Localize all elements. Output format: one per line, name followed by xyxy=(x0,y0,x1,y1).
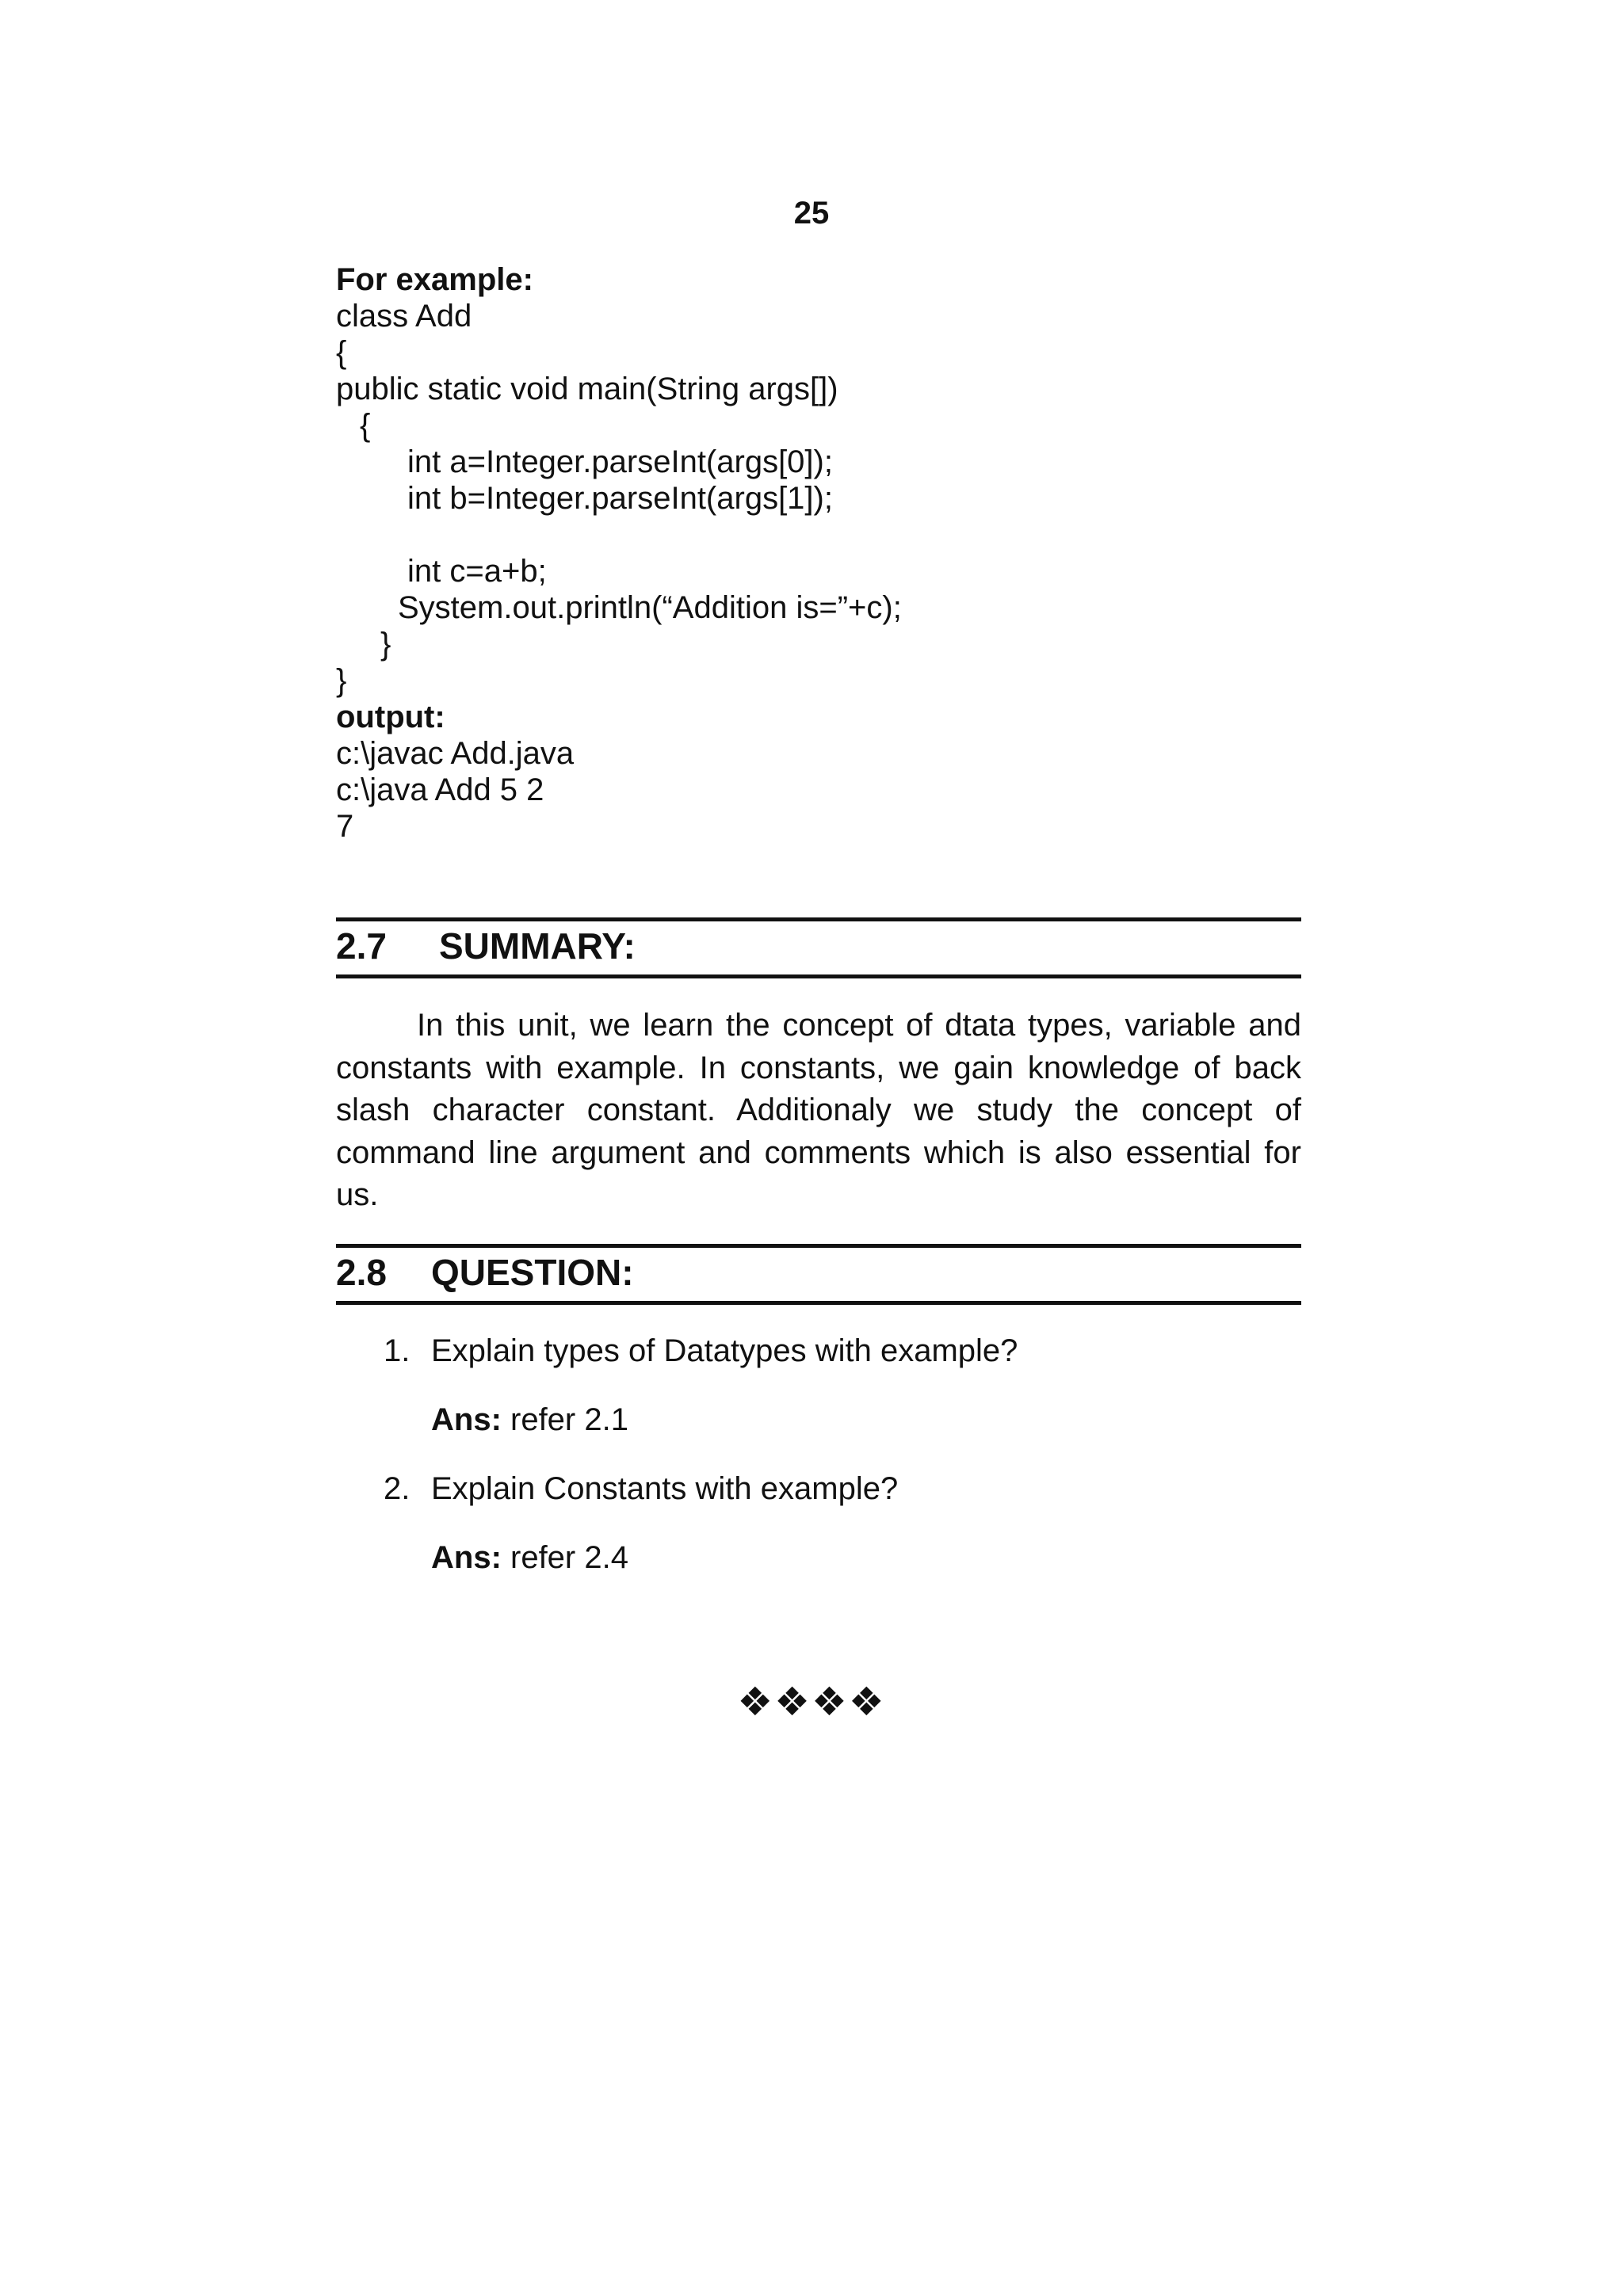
output-line: 7 xyxy=(336,809,354,844)
summary-paragraph: In this unit, we learn the concept of dtata types, variable and constants with example. In constants, we gain knowledge of back slash character constant. Additionaly we study the concept of command line argument and comments which is also essential for us. xyxy=(336,1008,1301,1212)
question-number: 2. xyxy=(384,1471,411,1506)
example-heading: For example: xyxy=(336,262,533,297)
code-line: } xyxy=(336,663,347,698)
answer-label: Ans: xyxy=(431,1540,502,1575)
summary-section-number: 2.7 xyxy=(336,925,387,967)
code-line: System.out.println(“Addition is=”+c); xyxy=(398,590,902,625)
code-line: public static void main(String args[]) xyxy=(336,372,838,406)
code-line: { xyxy=(360,408,371,443)
question-number: 1. xyxy=(384,1333,411,1368)
section-rule-bottom xyxy=(336,1301,1301,1305)
code-line: int b=Integer.parseInt(args[1]); xyxy=(407,481,833,516)
page-number: 25 xyxy=(793,196,830,231)
output-line: c:\javac Add.java xyxy=(336,736,575,771)
output-heading: output: xyxy=(336,700,445,734)
section-rule-top xyxy=(336,1244,1301,1248)
question-section-number: 2.8 xyxy=(336,1252,387,1293)
question-section-title: QUESTION: xyxy=(431,1252,634,1293)
code-line: { xyxy=(336,335,347,370)
output-line: c:\java Add 5 2 xyxy=(336,772,544,807)
section-rule-bottom xyxy=(336,974,1301,978)
code-line: int a=Integer.parseInt(args[0]); xyxy=(407,444,833,479)
code-line: } xyxy=(380,627,391,662)
end-ornament: ❖❖❖❖ xyxy=(737,1680,886,1724)
code-line: class Add xyxy=(336,299,472,334)
section-rule-top xyxy=(336,917,1301,921)
answer-text: refer 2.4 xyxy=(510,1540,628,1575)
question-text: Explain Constants with example? xyxy=(431,1471,899,1506)
code-line: int c=a+b; xyxy=(407,554,547,589)
answer-label: Ans: xyxy=(431,1402,502,1437)
summary-section-title: SUMMARY: xyxy=(439,925,636,967)
question-text: Explain types of Datatypes with example? xyxy=(431,1333,1018,1368)
answer-text: refer 2.1 xyxy=(510,1402,628,1437)
